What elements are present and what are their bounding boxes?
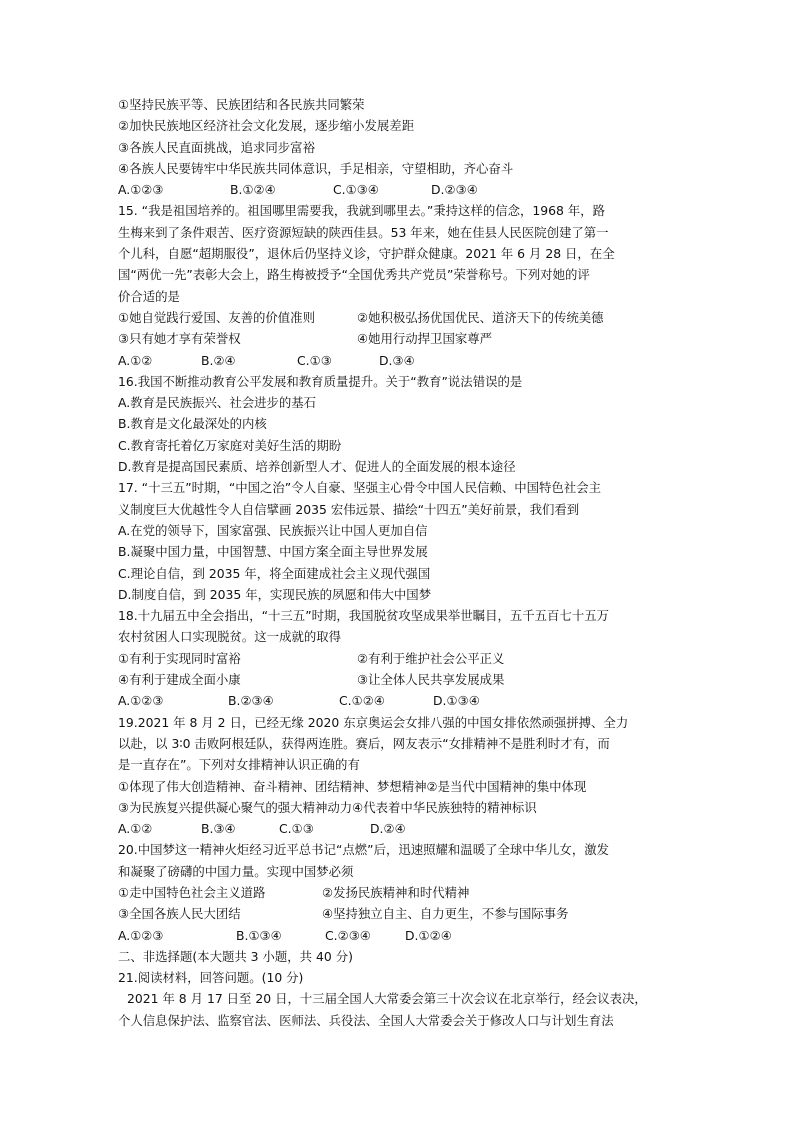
- q19-stem-line-3: 是一直存在”。下列对女排精神认识正确的有: [118, 757, 360, 773]
- q15-item-2: ②她积极弘扬优国优民、道济天下的传统美德: [357, 309, 604, 325]
- q15-options: [118, 350, 682, 371]
- q20-option-c: C.②③④: [325, 927, 371, 943]
- q18-options: [118, 690, 682, 711]
- q21-paragraph-line-1: 2021 年 8 月 17 日至 20 日，十三届全国人大常委会第三十次会议在北京举行，经会议表决，: [127, 991, 647, 1007]
- q20-item-3: ③全国各族人民大团结: [118, 906, 241, 922]
- q19-option-d: D.②④: [370, 821, 406, 837]
- q15-option-c: C.①③: [297, 352, 332, 368]
- q15-items-row-1: [118, 307, 682, 328]
- q14-item-1: ①坚持民族平等、民族团结和各民族共同繁荣: [118, 97, 365, 112]
- q16-choice-b: B.教育是文化最深处的内核: [118, 416, 267, 432]
- q14-options: [118, 179, 682, 200]
- q20-option-b: B.①③④: [236, 927, 282, 943]
- q15-stem-line-3: 个儿科，自愿“超期服役”，退休后仍坚持义诊，守护群众健康。2021 年 6 月 28 日，在全: [118, 246, 615, 262]
- q14-option-a: A.①②③: [118, 182, 164, 198]
- q17-choice-d: D.制度自信，到 2035 年，实现民族的夙愿和伟大中国梦: [118, 586, 432, 602]
- q18-items-row-2: [118, 669, 682, 690]
- q14-item-3: ③各族人民直面挑战，追求同步富裕: [118, 139, 315, 155]
- q17-choice-c: C.理论自信，到 2035 年，将全面建成社会主义现代强国: [118, 565, 431, 581]
- q19-items-row-1: ①体现了伟大创造精神、奋斗精神、团结精神、梦想精神②是当代中国精神的集中体现: [118, 778, 587, 794]
- q18-items-row-1: [118, 648, 682, 669]
- q20-stem-line-2: 和凝聚了磅礴的中国力量。实现中国梦必须: [118, 863, 354, 879]
- q15-option-a: A.①②: [118, 352, 153, 368]
- q18-option-b: B.②③④: [228, 693, 274, 709]
- q20-item-2: ②发扬民族精神和时代精神: [322, 884, 470, 900]
- q14-item-4: ④各族人民要铸牢中华民族共同体意识，手足相亲，守望相助，齐心奋斗: [118, 160, 514, 176]
- q17-choice-a: A.在党的领导下，国家富强、民族振兴让中国人更加自信: [118, 522, 428, 538]
- q18-item-2: ②有利于维护社会公平正义: [357, 650, 505, 666]
- q21-stem: 21.阅读材料，回答问题。(10 分): [118, 970, 304, 986]
- q17-stem-line-2: 义制度巨大优越性令人自信擘画 2035 宏伟远景、描绘“十四五”美好前景，我们看到: [118, 501, 580, 517]
- q20-stem-line-1: 20.中国梦这一精神火炬经习近平总书记“点燃”后，迅速照耀和温暖了全球中华儿女，激发: [118, 842, 609, 858]
- q18-option-d: D.①③④: [433, 693, 480, 709]
- q19-option-b: B.③④: [201, 821, 236, 837]
- q20-items-row-2: [118, 903, 682, 924]
- q14-option-b: B.①②④: [230, 182, 276, 198]
- q20-option-d: D.①②④: [405, 927, 452, 943]
- q16-choice-d: D.教育是提高国民素质、培养创新型人才、促进人的全面发展的根本途径: [118, 459, 516, 475]
- q15-option-d: D.③④: [379, 352, 415, 368]
- q19-option-c: C.①③: [279, 821, 314, 837]
- q20-option-a: A.①②③: [118, 927, 164, 943]
- q19-items-row-2: ③为民族复兴提供凝心聚气的强大精神动力④代表着中华民族独特的精神标识: [118, 799, 537, 815]
- q18-item-3: ③让全体人民共享发展成果: [357, 672, 505, 688]
- q20-item-4: ④坚持独立自主、自力更生，不参与国际事务: [322, 906, 569, 922]
- q16-stem: 16.我国不断推动教育公平发展和教育质量提升。关于“教育”说法错误的是: [118, 373, 523, 389]
- q17-choice-b: B.凝聚中国力量，中国智慧、中国方案全面主导世界发展: [118, 544, 428, 560]
- q15-stem-line-1: 15. “我是祖国培养的。祖国哪里需要我，我就到哪里去。”秉持这样的信念，1968 年，路: [118, 203, 606, 219]
- q18-option-c: C.①②④: [339, 693, 385, 709]
- q15-item-3: ③只有她才享有荣誉权: [118, 331, 241, 347]
- q17-stem-line-1: 17. “十三五”时期，“中国之治”令人自豪、坚强主心骨令中国人民信赖、中国特色社会主: [118, 480, 601, 496]
- section-2-heading: 二、非选择题(本大题共 3 小题，共 40 分): [118, 948, 353, 964]
- q19-stem-line-1: 19.2021 年 8 月 2 日，已经无缘 2020 东京奥运会女排八强的中国女排依然顽强拼搏、全力: [118, 714, 629, 730]
- q21-paragraph-line-2: 个人信息保护法、监察官法、医师法、兵役法、全国人大常委会关于修改人口与计划生育法: [118, 1012, 614, 1028]
- q18-stem-line-2: 农村贫困人口实现脱贫。这一成就的取得: [118, 629, 342, 645]
- q18-stem-line-1: 18.十九届五中全会指出，“十三五”时期，我国脱贫攻坚成果举世瞩目，五千五百七十五万: [118, 608, 609, 624]
- q15-stem-line-5: 价合适的是: [118, 288, 180, 304]
- q18-item-4: ④有利于建成全面小康: [118, 672, 241, 688]
- q19-options: [118, 818, 682, 839]
- q16-choice-a: A.教育是民族振兴、社会进步的基石: [118, 395, 317, 411]
- q14-option-d: D.②③④: [431, 182, 478, 198]
- q15-item-1: ①她自觉践行爱国、友善的价值准则: [118, 309, 315, 325]
- exam-page: [118, 94, 682, 1031]
- q20-item-1: ①走中国特色社会主义道路: [118, 884, 266, 900]
- q19-stem-line-2: 以赴，以 3∶0 击败阿根廷队，获得两连胜。赛后，网友表示“女排精神不是胜利时才有，而: [118, 735, 610, 751]
- q16-choice-c: C.教育寄托着亿万家庭对美好生活的期盼: [118, 437, 342, 453]
- q18-item-1: ①有利于实现同时富裕: [118, 650, 241, 666]
- q14-item-2: ②加快民族地区经济社会文化发展，逐步缩小发展差距: [118, 118, 415, 134]
- q15-item-4: ④她用行动捍卫国家尊严: [357, 331, 493, 347]
- q19-option-a: A.①②: [118, 821, 153, 837]
- q15-stem-line-2: 生梅来到了条件艰苦、医疗资源短缺的陕西佳县。53 年来，她在佳县人民医院创建了第一: [118, 224, 609, 240]
- q15-items-row-2: [118, 328, 682, 349]
- q18-option-a: A.①②③: [118, 693, 164, 709]
- q15-option-b: B.②④: [201, 352, 236, 368]
- q20-items-row-1: [118, 882, 682, 903]
- q15-stem-line-4: 国“两优一先”表彰大会上，路生梅被授予“全国优秀共产党员”荣誉称号。下列对她的评: [118, 267, 590, 283]
- q14-option-c: C.①③④: [333, 182, 379, 198]
- q20-options: [118, 925, 682, 946]
